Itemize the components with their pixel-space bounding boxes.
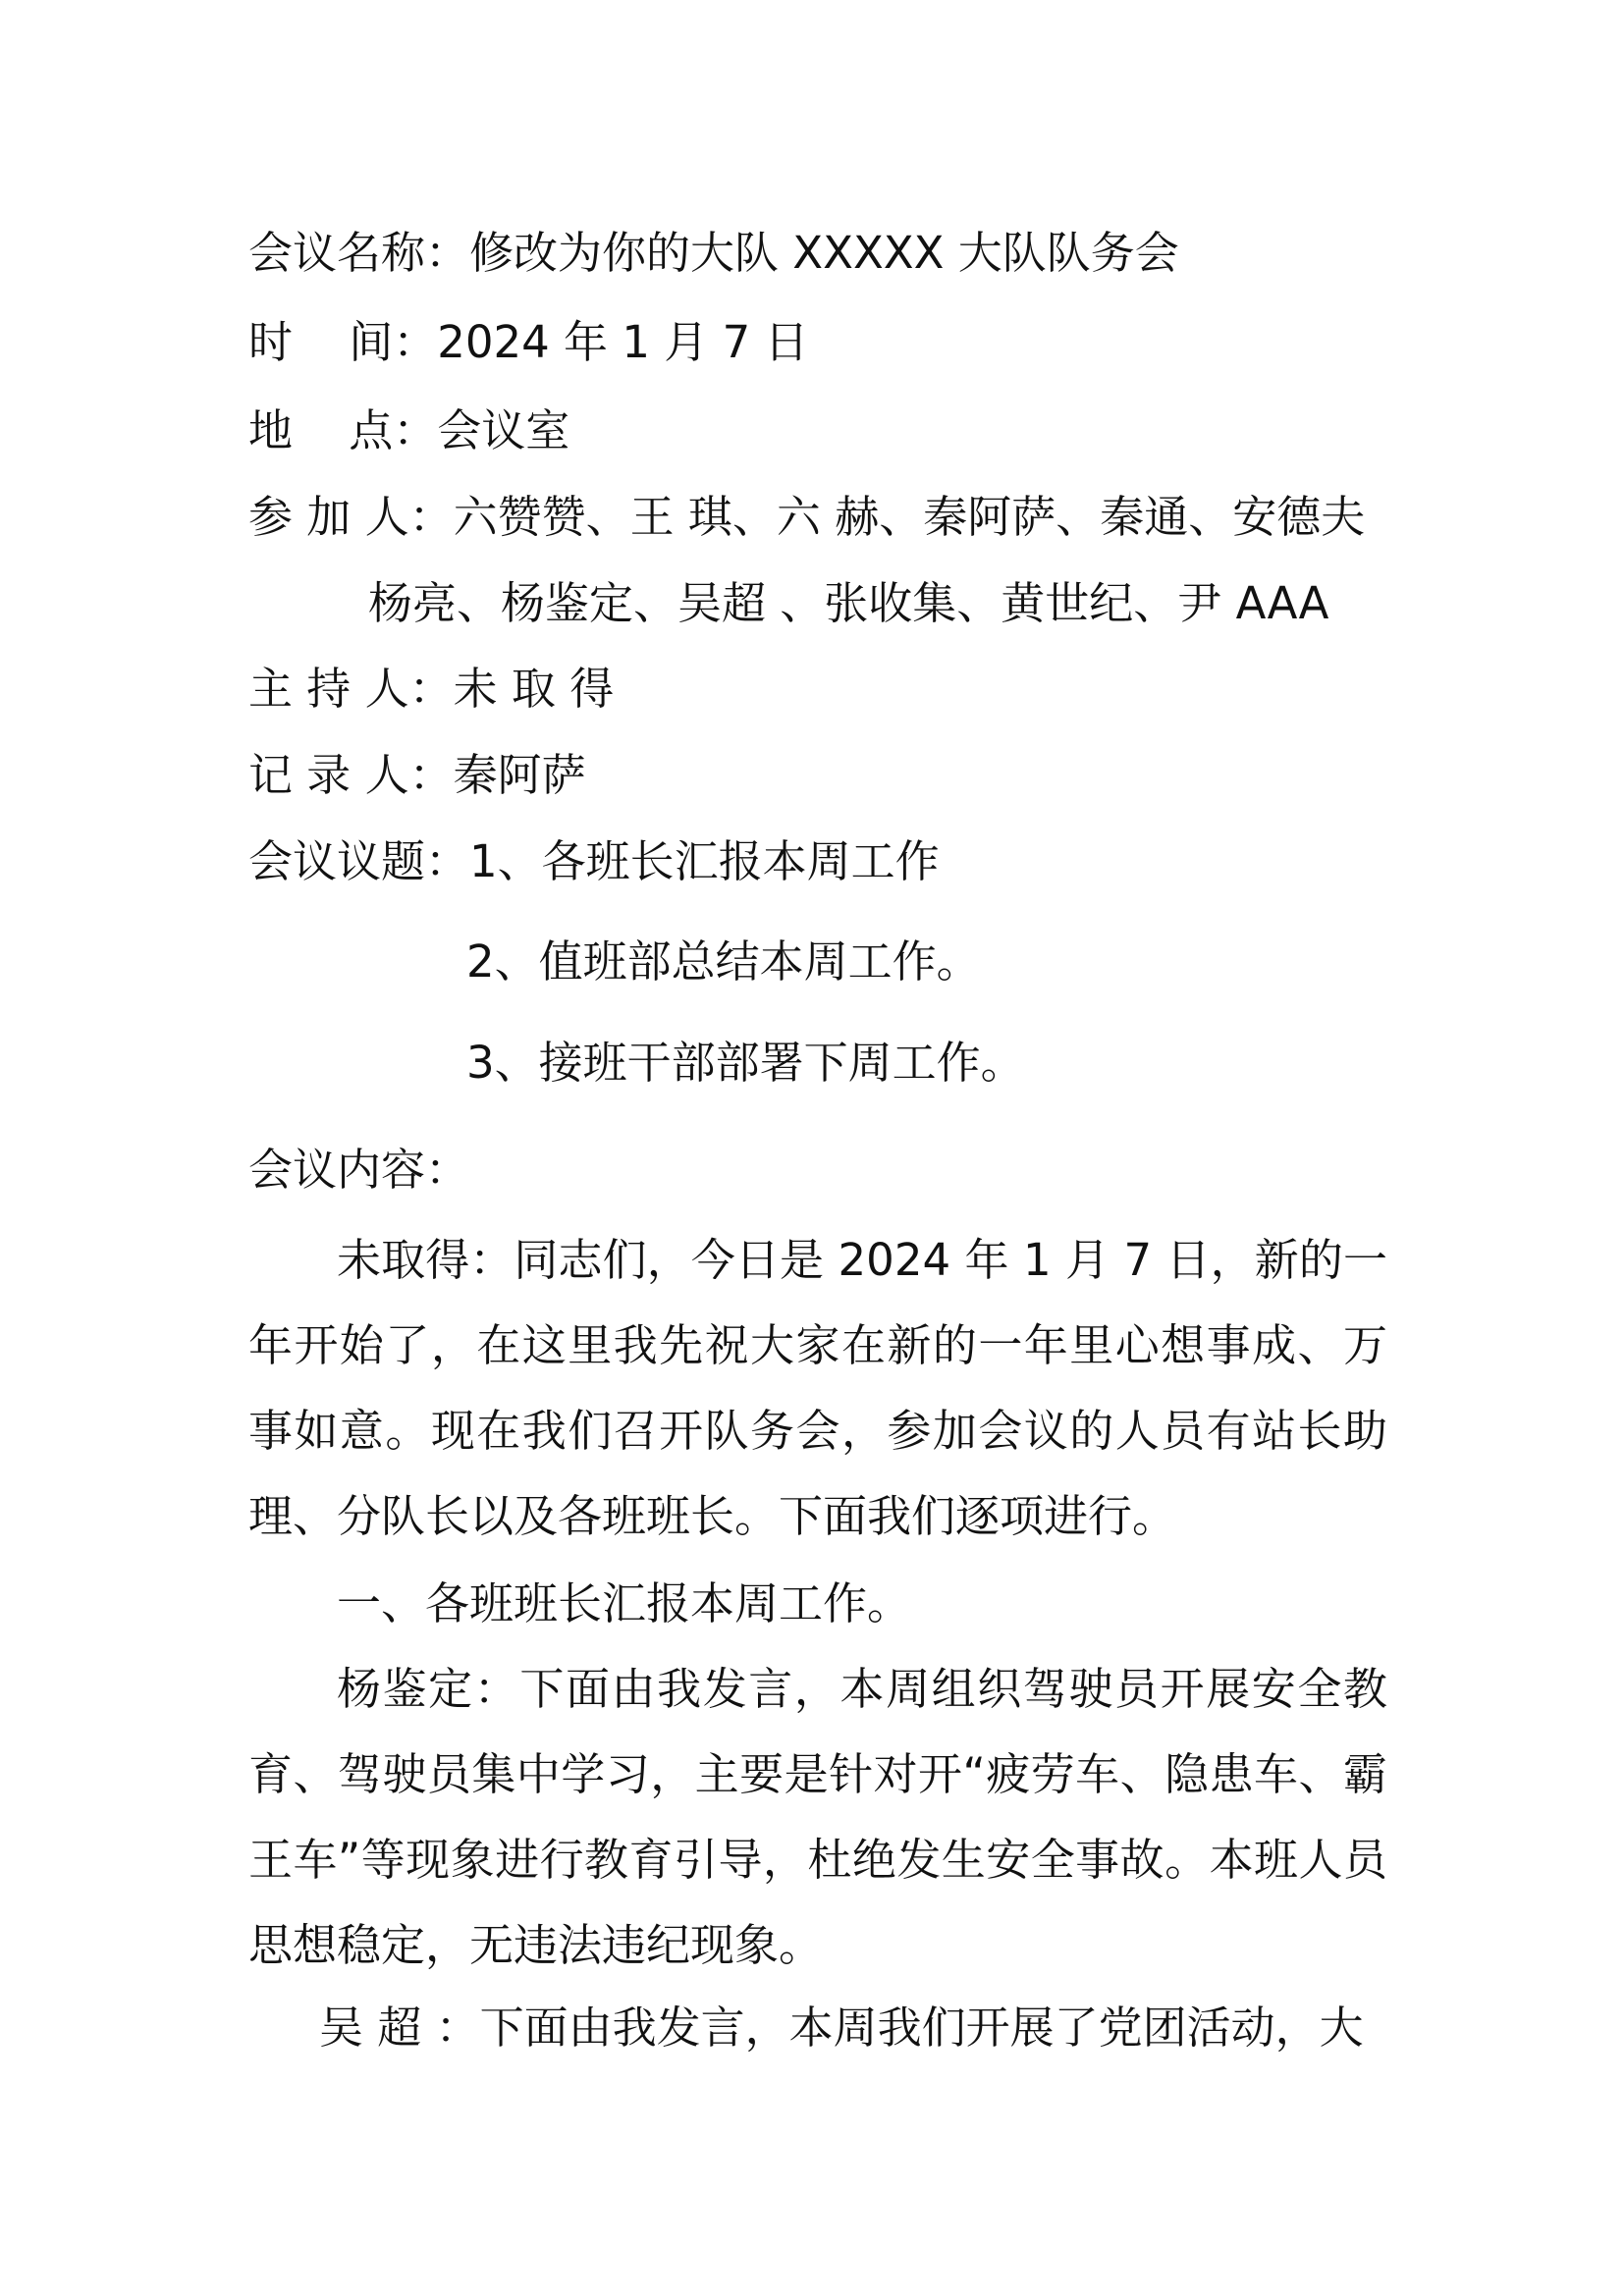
attendees-line-1: 参 加 人：六赞赞、王 琪、六 赫、秦阿萨、秦通、安德夫 [248,491,1366,543]
meeting-topics: 会议议题：1、各班长汇报本周工作 [248,835,940,887]
topic-2: 2、值班部总结本周工作。 [466,935,981,988]
topic-3: 3、接班干部部署下周工作。 [466,1037,1025,1089]
content-label: 会议内容： [248,1144,470,1196]
paragraph-yang: 杨鉴定：下面由我发言，本周组织驾驶员开展安全教育、驾驶员集中学习，主要是针对开“疲劳车、隐患车、霸王车”等现象进行教育引导，杜绝发生安全事故。本班人员思想稳定，无违法违纪现象。 [248,1663,1387,1971]
paragraph-wu: 吴 超 ：下面由我发言，本周我们开展了党团活动，大 [319,2002,1364,2054]
meeting-location: 地 点：会议室 [248,404,570,456]
paragraph-opening: 未取得：同志们，今日是 2024 年 1 月 7 日，新的一年开始了，在这里我先祝大家在新的一年里心想事成、万事如意。现在我们召开队务会，参加会议的人员有站长助理、分队长以及各班班长。下面我们逐项进行。 [248,1234,1387,1542]
meeting-recorder: 记 录 人：秦阿萨 [248,749,586,801]
meeting-host: 主 持 人：未 取 得 [248,663,615,715]
meeting-time: 时 间：2024 年 1 月 7 日 [248,316,809,368]
meeting-name: 会议名称：修改为你的大队 XXXXX 大队队务会 [248,227,1179,279]
section-heading-1: 一、各班班长汇报本周工作。 [337,1577,912,1629]
attendees-line-2: 杨亮、杨鉴定、吴超 、张收集、黄世纪、尹 AAA [368,577,1329,629]
